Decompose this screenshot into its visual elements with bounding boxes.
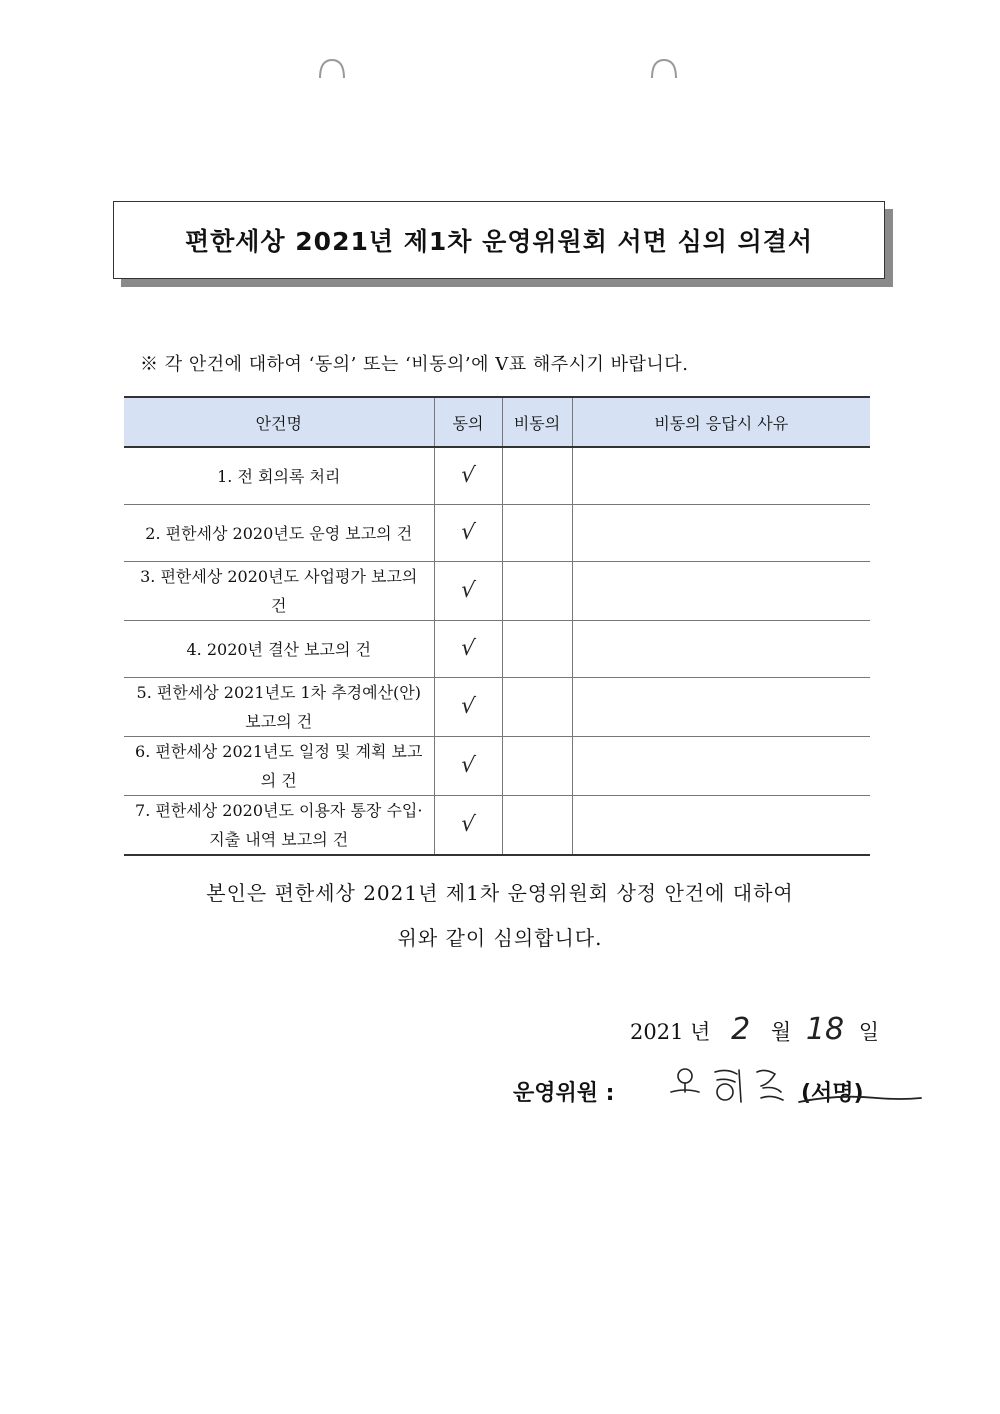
table-row (124, 621, 870, 678)
agree-cell (434, 737, 502, 796)
agenda-item: 4. 2020년 결산 보고의 건 (124, 621, 434, 678)
disagree-cell (502, 621, 572, 678)
document-title: 편한세상 2021년 제1차 운영위원회 서면 심의 의결서 (184, 227, 814, 256)
date-month-handwritten: 2 (731, 1012, 751, 1047)
date-month-unit: 월 (770, 1020, 792, 1044)
header-agree: 동의 (434, 397, 502, 447)
handwritten-signature (665, 1062, 795, 1112)
agenda-table (124, 396, 870, 856)
date-line (630, 1012, 879, 1047)
table-header-row (124, 397, 870, 447)
agree-cell (434, 505, 502, 562)
check-mark-icon: √ (459, 635, 477, 662)
statement-line-1: 본인은 편한세상 2021년 제1차 운영위원회 상정 안건에 대하여 (206, 881, 794, 905)
punch-hole-right (650, 56, 678, 84)
agree-cell (434, 678, 502, 737)
date-year: 2021 (630, 1020, 684, 1044)
reason-cell (572, 447, 870, 505)
check-mark-icon: √ (459, 752, 477, 779)
check-mark-icon: √ (459, 577, 477, 604)
statement-line-2: 위와 같이 심의합니다. (397, 926, 603, 950)
table-row (124, 447, 870, 505)
table-row (124, 737, 870, 796)
agenda-item: 1. 전 회의록 처리 (124, 447, 434, 505)
check-mark-icon: √ (459, 462, 477, 489)
date-day-handwritten: 18 (805, 1012, 845, 1047)
disagree-cell (502, 737, 572, 796)
agree-cell (434, 562, 502, 621)
check-mark-icon: √ (459, 519, 477, 546)
date-year-unit: 년 (690, 1020, 711, 1044)
date-day-unit: 일 (858, 1020, 880, 1044)
disagree-cell (502, 562, 572, 621)
signature-line (513, 1076, 864, 1107)
table-row (124, 562, 870, 621)
reason-cell (572, 796, 870, 856)
header-reason: 비동의 응답시 사유 (572, 397, 870, 447)
table-row (124, 796, 870, 856)
table-row (124, 678, 870, 737)
reason-cell (572, 678, 870, 737)
agree-cell (434, 447, 502, 505)
disagree-cell (502, 505, 572, 562)
reason-cell (572, 505, 870, 562)
agree-cell (434, 621, 502, 678)
agenda-item: 6. 편한세상 2021년도 일정 및 계획 보고의 건 (124, 737, 434, 796)
punch-hole-left (318, 56, 346, 84)
agenda-item: 3. 편한세상 2020년도 사업평가 보고의 건 (124, 562, 434, 621)
disagree-cell (502, 447, 572, 505)
reason-cell (572, 621, 870, 678)
title-box (113, 201, 885, 279)
header-agenda: 안건명 (124, 397, 434, 447)
instruction-note: ※ 각 안건에 대하여 ‘동의’ 또는 ‘비동의’에 V표 해주시기 바랍니다. (140, 354, 689, 375)
agenda-item: 2. 편한세상 2020년도 운영 보고의 건 (124, 505, 434, 562)
seal-text: (서명) (801, 1081, 864, 1106)
seal-strike (797, 1086, 923, 1108)
table-row (124, 505, 870, 562)
reason-cell (572, 562, 870, 621)
check-mark-icon: √ (459, 693, 477, 720)
reason-cell (572, 737, 870, 796)
agree-cell (434, 796, 502, 856)
signature-label: 운영위원 : (513, 1081, 615, 1106)
disagree-cell (502, 796, 572, 856)
agenda-item: 5. 편한세상 2021년도 1차 추경예산(안) 보고의 건 (124, 678, 434, 737)
check-mark-icon: √ (459, 811, 477, 838)
agenda-item: 7. 편한세상 2020년도 이용자 통장 수입·지출 내역 보고의 건 (124, 796, 434, 856)
header-disagree: 비동의 (502, 397, 572, 447)
disagree-cell (502, 678, 572, 737)
